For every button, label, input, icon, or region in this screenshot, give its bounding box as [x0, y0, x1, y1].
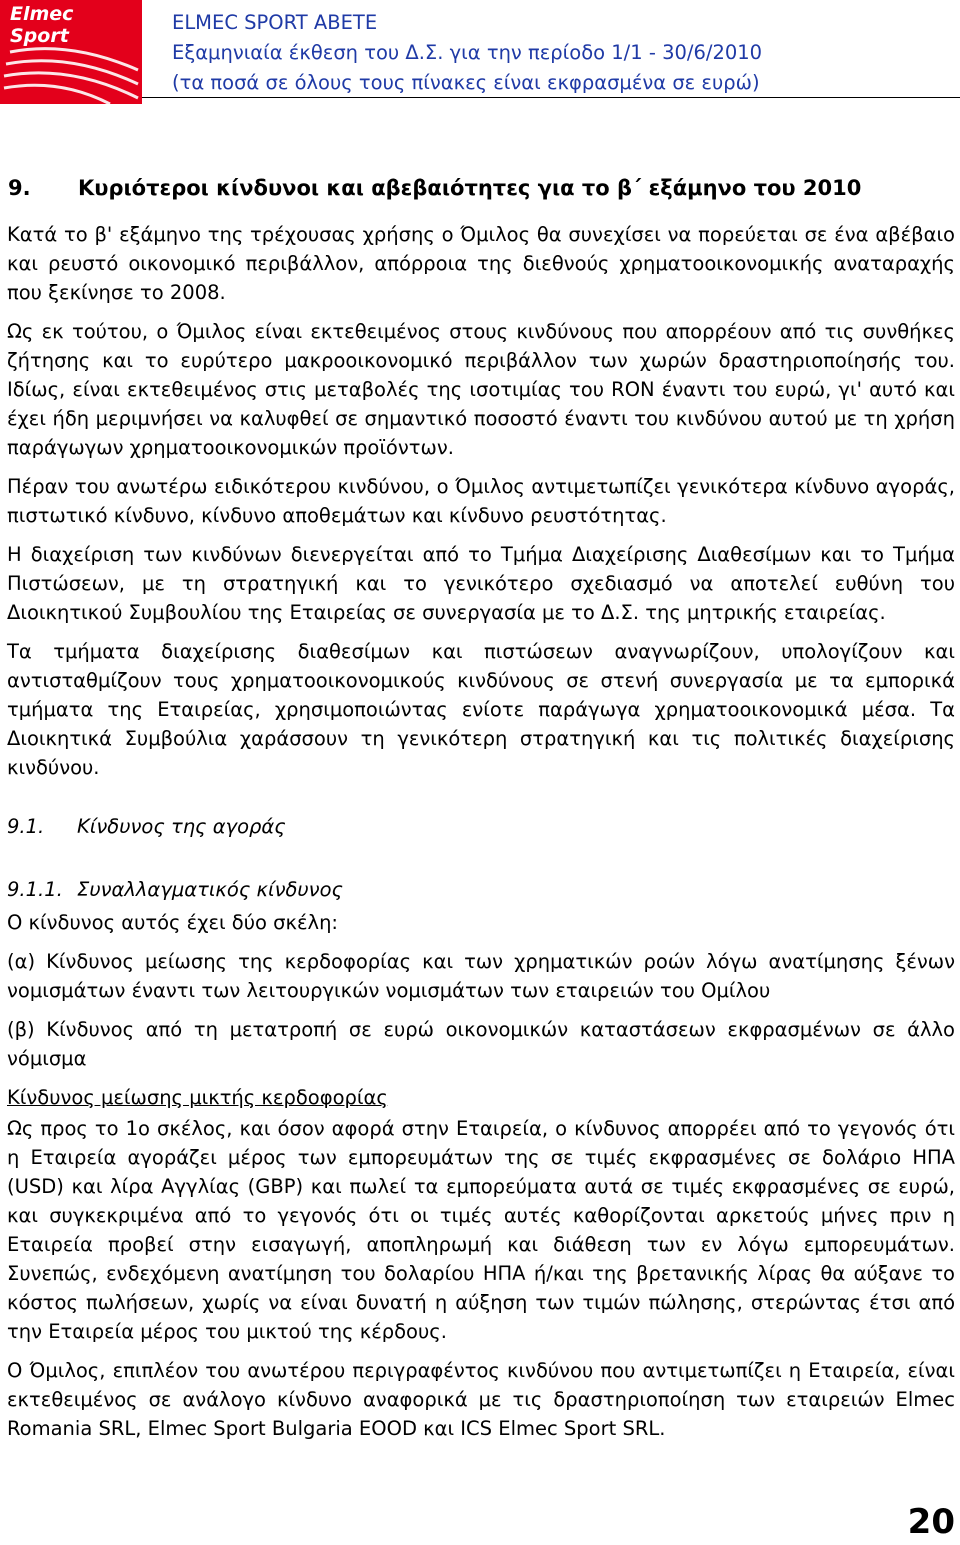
subsection-number: 9.1. [7, 815, 45, 838]
paragraph: Πέραν του ανωτέρω ειδικότερου κινδύνου, ο Όμιλος αντιμετωπίζει γενικότερα κίνδυνο αγοράς, πιστωτικό κίνδυνο, κίνδυνο αποθεμάτων και κίνδυνο ρευστότητας. [7, 475, 955, 527]
svg-text:Elmec: Elmec [10, 3, 74, 25]
report-title: Εξαμηνιαία έκθεση του Δ.Σ. για την περίοδο 1/1 - 30/6/2010 [172, 41, 763, 64]
section-heading [8, 176, 861, 200]
paragraph: Ο Όμιλος, επιπλέον του ανωτέρου περιγραφέντος κινδύνου που αντιμετωπίζει η Εταιρεία, είναι εκτεθειμένος σε ανάλογο κίνδυνο αναφορικά με τις δραστηριοποίηση των εταιρειών Elmec Romania SRL, Elmec Sport Bulgaria EOOD και ICS Elmec Sport SRL. [7, 1359, 955, 1440]
header-divider [142, 97, 960, 98]
logo-mark [0, 0, 142, 104]
svg-text:Sport: Sport [10, 25, 69, 47]
subsection-heading [7, 812, 955, 841]
paragraph: Ως προς το 1ο σκέλος, και όσον αφορά στην Εταιρεία, ο κίνδυνος απορρέει από το γεγονός ότι η Εταιρεία αγοράζει μέρος των εμπορευμάτων της σε τιμές εκφρασμένες σε δολάριο ΗΠΑ (USD) και λίρα Αγγλίας (GBP) και πωλεί τα εμπορεύματα αυτά σε τιμές εκφρασμένες σε ευρώ, και συγκεκριμένα από το γεγονός ότι οι τιμές αυτές καθορίζονται αρκετούς μήνες πριν η Εταιρεία προβεί στην εισαγωγή, αποπληρωμή και διάθεση των εν λόγω εμπορευμάτων. Συνεπώς, ενδεχόμενη ανατίμηση του δολαρίου ΗΠΑ ή/και της βρετανικής λίρας θα αύξανε το κόστος πωλήσεων, χωρίς να είναι δυνατή η αύξηση των τιμών πώλησης, στερώντας έτσι από την Εταιρεία μέρος του μικτού της κέρδους. [7, 1117, 955, 1343]
subsubsection-title: Συναλλαγματικός κίνδυνος [77, 878, 343, 901]
page-number: 20 [907, 1502, 955, 1542]
underlined-heading: Κίνδυνος μείωσης μικτής κερδοφορίας [7, 1086, 388, 1109]
paragraph: Κατά το β' εξάμηνο της τρέχουσας χρήσης ο Όμιλος θα συνεχίσει να πορεύεται σε ένα αβέβαιο και ρευστό οικονομικό περιβάλλον, απόρροια της διεθνούς χρηματοοικονομικής αναταραχής που ξεκίνησε το 2008. [7, 223, 955, 304]
paragraph: Ο κίνδυνος αυτός έχει δύο σκέλη: [7, 911, 339, 934]
subsubsection-number: 9.1.1. [7, 878, 63, 901]
subsection-title: Κίνδυνος της αγοράς [77, 815, 286, 838]
paragraph: Τα τμήματα διαχείρισης διαθεσίμων και πιστώσεων αναγνωρίζουν, υπολογίζουν και αντισταθμίζουν τους χρηματοοικονομικούς κινδύνους σε στενή συνεργασία με τα εμπορικά τμήματα της Εταιρείας, χρησιμοποιώντας ενίοτε παράγωγα χρηματοοικονομικά μέσα. Τα Διοικητικά Συμβούλια χαράσσουν τη γενικότερη στρατηγική και τις πολιτικές διαχείρισης κινδύνου. [7, 640, 955, 779]
document-body [7, 220, 955, 1453]
subsubsection-heading [7, 875, 955, 904]
paragraph: Ως εκ τούτου, ο Όμιλος είναι εκτεθειμένος στους κινδύνους που απορρέουν από τις συνθήκες ζήτησης και το ευρύτερο μακροοικονομικό περιβάλλον των χωρών δραστηριοποίησής του. Ιδίως, είναι εκτεθειμένος στις μεταβολές της ισοτιμίας του RON έναντι του ευρώ, γι' αυτό και έχει ήδη μεριμνήσει να καλυφθεί σε σημαντικό ποσοστό έναντι του κινδύνου αυτού με τη χρήση παράγωγων χρηματοοικονομικών προϊόντων. [7, 320, 955, 459]
section-number: 9. [8, 176, 31, 200]
paragraph: (α) Κίνδυνος μείωσης της κερδοφορίας και των χρηματικών ροών λόγω ανατίμησης ξένων νομισμάτων έναντι των λειτουργικών νομισμάτων των εταιρειών του Ομίλου [7, 950, 955, 1002]
company-name: ELMEC SPORT ABETE [172, 11, 378, 34]
paragraph: Η διαχείριση των κινδύνων διενεργείται από το Τμήμα Διαχείρισης Διαθεσίμων και το Τμήμα Πιστώσεων, με τη στρατηγική και το γενικότερο σχεδιασμό να αποτελεί ευθύνη του Διοικητικού Συμβουλίου της Εταιρείας σε συνεργασία με το Δ.Σ. της μητρικής εταιρείας. [7, 543, 955, 624]
paragraph: (β) Κίνδυνος από τη μετατροπή σε ευρώ οικονομικών καταστάσεων εκφρασμένων σε άλλο νόμισμα [7, 1018, 955, 1070]
section-title: Κυριότεροι κίνδυνοι και αβεβαιότητες για το β΄ εξάμηνο του 2010 [78, 176, 862, 200]
currency-note: (τα ποσά σε όλους τους πίνακες είναι εκφρασμένα σε ευρώ) [172, 71, 760, 94]
report-header [172, 8, 762, 98]
company-logo [0, 0, 142, 104]
